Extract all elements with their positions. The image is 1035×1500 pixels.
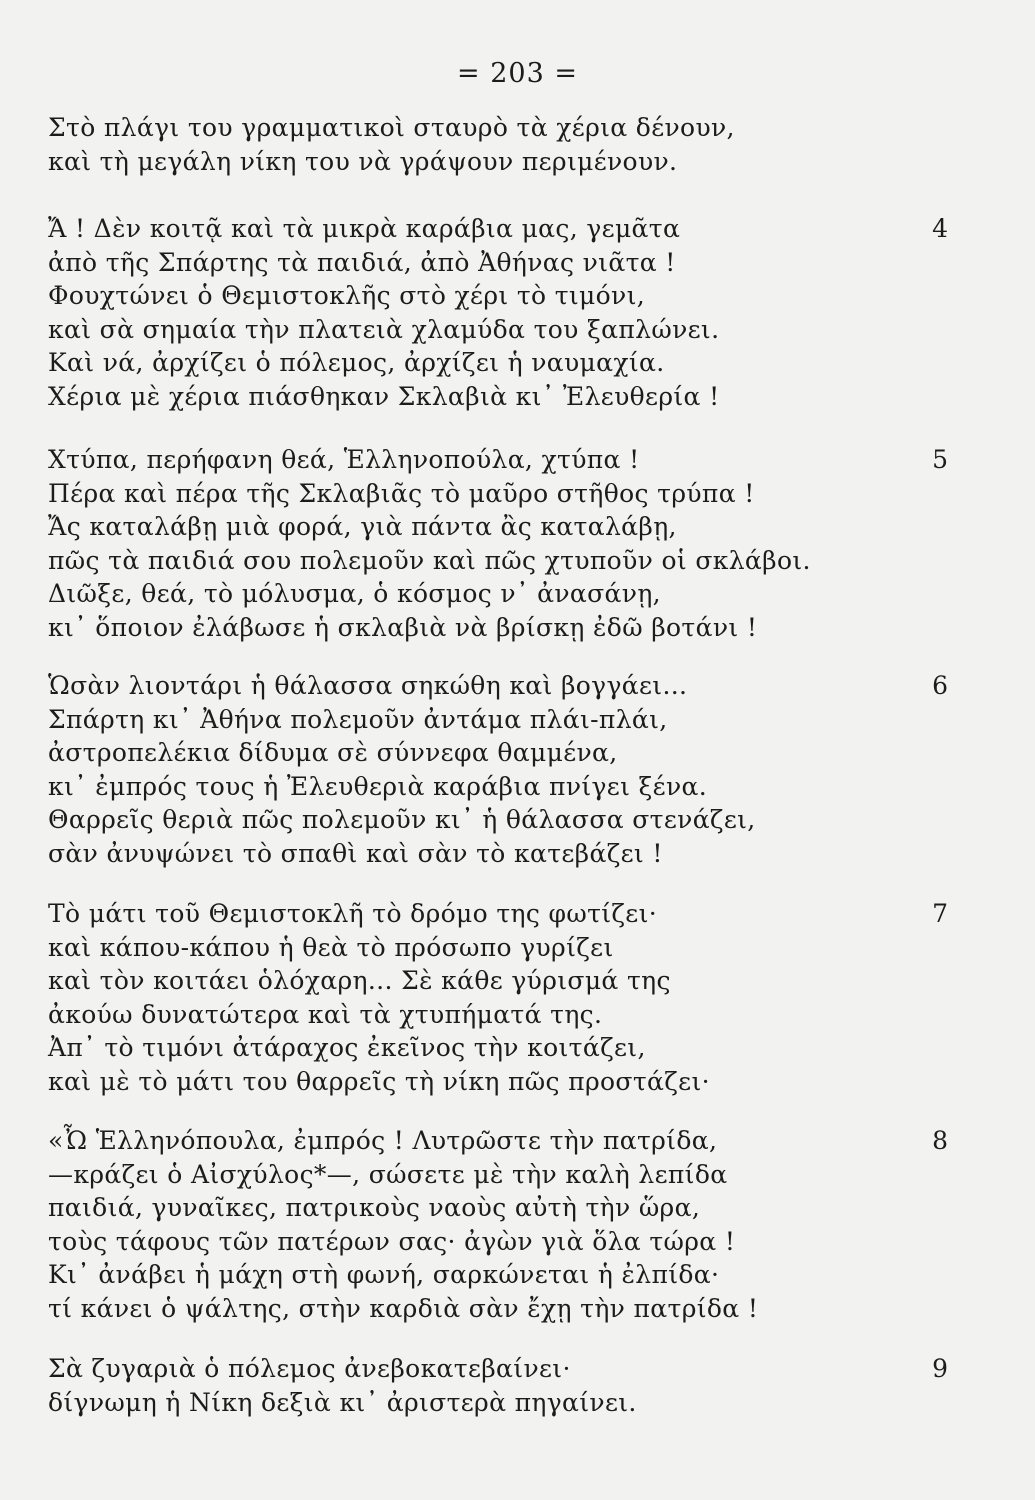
verse-line: Ἀπ᾽ τὸ τιμόνι ἀτάραχος ἐκεῖνος τὴν κοιτάζει, [48, 1033, 646, 1062]
verse-line: Στὸ πλάγι του γραμματικοὶ σταυρὸ τὰ χέρια δένουν, [48, 113, 735, 142]
page-number: = 203 = [457, 58, 578, 89]
verse-line: «Ὦ Ἑλληνόπουλα, ἐμπρός ! Λυτρῶστε τὴν πατρίδα, [48, 1126, 718, 1155]
verse-line: Θαρρεῖς θεριὰ πῶς πολεμοῦν κι᾽ ἡ θάλασσα στενάζει, [48, 805, 756, 834]
verse-line: σὰν ἀνυψώνει τὸ σπαθὶ καὶ σὰν τὸ κατεβάζει ! [48, 838, 663, 868]
verse-line: δίγνωμη ἡ Νίκη δεξιὰ κι᾽ ἀριστερὰ πηγαίνει. [48, 1387, 637, 1417]
verse-line: κι᾽ ὅποιον ἐλάβωσε ἡ σκλαβιὰ νὰ βρίσκῃ ἐδῶ βοτάνι ! [48, 612, 758, 642]
verse-line: καὶ κάπου-κάπου ἡ θεὰ τὸ πρόσωπο γυρίζει [48, 932, 614, 962]
verse-line: Φουχτώνει ὁ Θεμιστοκλῆς στὸ χέρι τὸ τιμόνι, [48, 281, 646, 310]
verse-line: ἀστροπελέκια δίδυμα σὲ σύννεφα θαμμένα, [48, 738, 618, 767]
verse-line: Σὰ ζυγαριὰ ὁ πόλεμος ἀνεβοκατεβαίνει· [48, 1354, 571, 1383]
verse-line: Κι᾽ ἀνάβει ἡ μάχη στὴ φωνή, σαρκώνεται ἡ ἐλπίδα· [48, 1260, 720, 1289]
verse-line: Χτύπα, περήφανη θεά, Ἑλληνοπούλα, χτύπα ! [48, 445, 640, 474]
verse-line: παιδιά, γυναῖκες, πατρικοὺς ναοὺς αὐτὴ τὴν ὥρα, [48, 1193, 701, 1222]
verse-line: καὶ μὲ τὸ μάτι του θαρρεῖς τὴ νίκη πῶς προστάζει· [48, 1066, 710, 1096]
stanza-1 [48, 111, 948, 178]
stanza-4 [48, 212, 948, 413]
verse-line: Τὸ μάτι τοῦ Θεμιστοκλῆ τὸ δρόμο της φωτίζει· [48, 899, 658, 928]
stanza-7 [48, 897, 948, 1098]
verse-line: ἀκούω δυνατώτερα καὶ τὰ χτυπήματά της. [48, 999, 603, 1029]
verse-line: Σπάρτη κι᾽ Ἀθήνα πολεμοῦν ἀντάμα πλάι-πλάι, [48, 704, 668, 734]
verse-line: Χέρια μὲ χέρια πιάσθηκαν Σκλαβιὰ κι᾽ Ἐλευθερία ! [48, 381, 720, 411]
stanza-number: 9 [932, 1354, 948, 1383]
verse-line: καὶ τὴ μεγάλη νίκη του νὰ γράψουν περιμένουν. [48, 146, 678, 176]
verse-line: καὶ σὰ σημαία τὴν πλατειὰ χλαμύδα του ξαπλώνει. [48, 314, 720, 344]
verse-line: καὶ τὸν κοιτάει ὁλόχαρη... Σὲ κάθε γύρισμά της [48, 966, 671, 995]
stanza-number: 6 [932, 671, 948, 700]
stanza-number: 8 [932, 1126, 948, 1155]
stanza-8 [48, 1124, 948, 1325]
stanza-9 [48, 1352, 948, 1419]
stanza-5 [48, 443, 948, 644]
verse-line: Καὶ νά, ἀρχίζει ὁ πόλεμος, ἀρχίζει ἡ ναυμαχία. [48, 348, 665, 377]
verse-line: Διῶξε, θεά, τὸ μόλυσμα, ὁ κόσμος ν᾽ ἀνασάνῃ, [48, 579, 661, 608]
verse-line: Πέρα καὶ πέρα τῆς Σκλαβιᾶς τὸ μαῦρο στῆθος τρύπα ! [48, 478, 755, 508]
verse-line: Ἄ ! Δὲν κοιτᾷ καὶ τὰ μικρὰ καράβια μας, γεμᾶτα [48, 214, 681, 243]
verse-line: τί κάνει ὁ ψάλτης, στὴν καρδιὰ σὰν ἔχῃ τὴν πατρίδα ! [48, 1293, 759, 1323]
stanza-6 [48, 669, 948, 870]
verse-line: —κράζει ὁ Αἰσχύλος*—, σώσετε μὲ τὴν καλὴ λεπίδα [48, 1159, 728, 1189]
stanza-number: 4 [932, 214, 948, 243]
verse-line: Ὡσὰν λιοντάρι ἡ θάλασσα σηκώθη καὶ βογγάει... [48, 671, 688, 700]
verse-line: κι᾽ ἐμπρός τους ἡ Ἐλευθεριὰ καράβια πνίγει ξένα. [48, 771, 708, 801]
stanza-number: 5 [932, 445, 948, 474]
verse-line: τοὺς τάφους τῶν πατέρων σας· ἀγὼν γιὰ ὅλα τώρα ! [48, 1226, 736, 1256]
stanza-number: 7 [932, 899, 948, 928]
verse-line: ἀπὸ τῆς Σπάρτης τὰ παιδιά, ἀπὸ Ἀθήνας νιᾶτα ! [48, 247, 676, 277]
verse-line: πῶς τὰ παιδιά σου πολεμοῦν καὶ πῶς χτυποῦν οἱ σκλάβοι. [48, 545, 811, 575]
verse-line: Ἄς καταλάβῃ μιὰ φορά, γιὰ πάντα ἂς καταλάβῃ, [48, 512, 677, 541]
